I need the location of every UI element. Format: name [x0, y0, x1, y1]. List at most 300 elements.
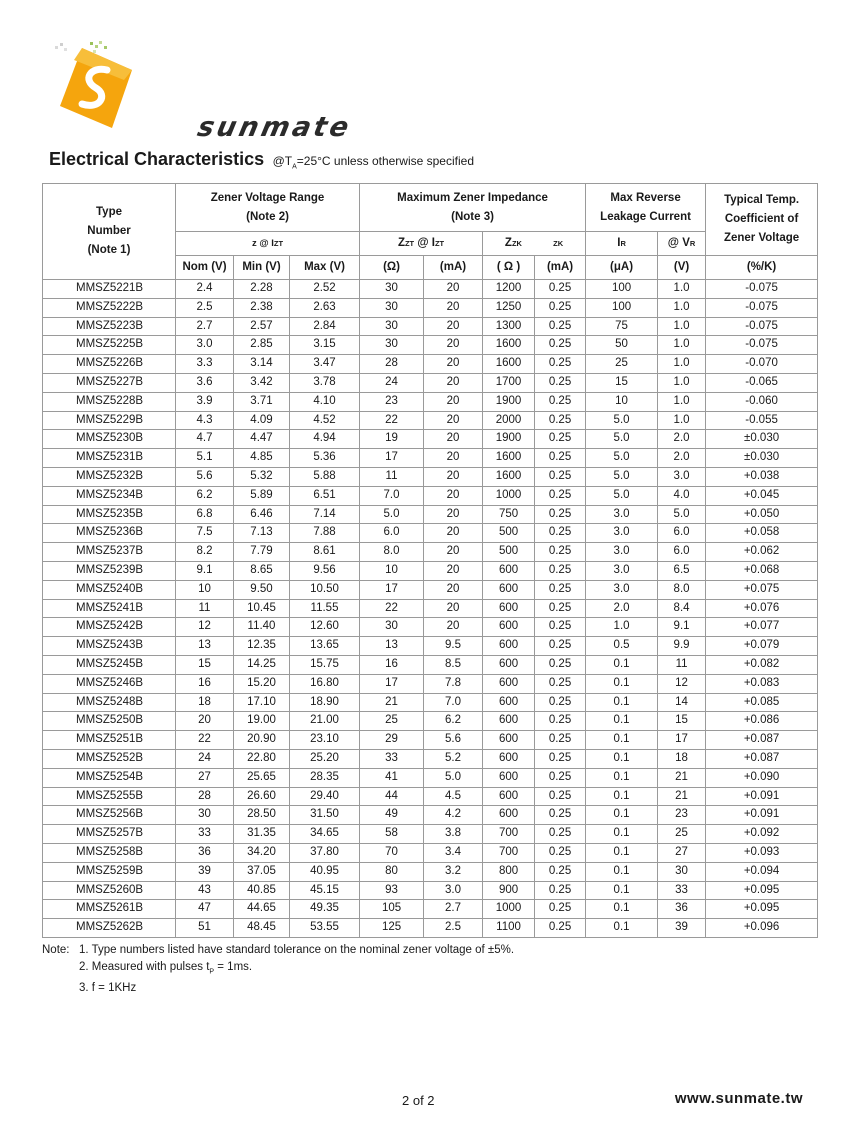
value-cell: 5.89 [234, 486, 290, 505]
value-cell: 22 [176, 731, 234, 750]
table-row [43, 693, 818, 712]
value-cell: 6.51 [290, 486, 360, 505]
value-cell: ±0.030 [706, 430, 818, 449]
value-cell: 5.0 [586, 486, 658, 505]
value-cell: 900 [483, 881, 535, 900]
table-row [43, 881, 818, 900]
title-condition: $@T_A=25^\circ C$ unless otherwise specified [272, 154, 474, 171]
value-cell: 4.47 [234, 430, 290, 449]
value-cell: 30 [360, 280, 424, 299]
value-cell: 3.0 [586, 543, 658, 562]
value-cell: 8.4 [658, 599, 706, 618]
value-cell: 16 [360, 655, 424, 674]
value-cell: +0.096 [706, 919, 818, 938]
value-cell: 5.88 [290, 467, 360, 486]
value-cell: 0.25 [535, 655, 586, 674]
value-cell: 0.25 [535, 486, 586, 505]
notes-label: Note: [42, 944, 70, 956]
brand-wordmark: sunmate [194, 112, 355, 143]
value-cell: 8.0 [360, 543, 424, 562]
type-number-cell: MMSZ5232B [43, 467, 176, 486]
type-number-cell: MMSZ5221B [43, 280, 176, 299]
type-number-cell: MMSZ5243B [43, 637, 176, 656]
value-cell: 0.25 [535, 674, 586, 693]
value-cell: 0.25 [535, 524, 586, 543]
value-cell: 31.50 [290, 806, 360, 825]
table-row [43, 787, 818, 806]
value-cell: 6.0 [360, 524, 424, 543]
value-cell: 0.1 [586, 862, 658, 881]
value-cell: -0.070 [706, 355, 818, 374]
value-cell: 600 [483, 580, 535, 599]
value-cell: +0.075 [706, 580, 818, 599]
value-cell: +0.092 [706, 825, 818, 844]
value-cell: 0.25 [535, 843, 586, 862]
value-cell: 25 [586, 355, 658, 374]
value-cell: 24 [176, 749, 234, 768]
header-max-reverse-leakage: Max Reverse Leakage Current [586, 184, 706, 232]
value-cell: 9.56 [290, 561, 360, 580]
unit-header: (Ω) [360, 256, 424, 280]
value-cell: 9.5 [424, 637, 483, 656]
note-2: 2. Measured with pulses $t_P = 1ms$. [79, 961, 253, 976]
value-cell: 600 [483, 693, 535, 712]
value-cell: -0.075 [706, 280, 818, 299]
value-cell: 3.71 [234, 392, 290, 411]
value-cell: +0.094 [706, 862, 818, 881]
value-cell: 600 [483, 599, 535, 618]
header-temp-coefficient: Typical Temp. Coefficient of Zener Voltage [706, 184, 818, 256]
value-cell: 11 [360, 467, 424, 486]
table-row [43, 618, 818, 637]
value-cell: 5.0 [360, 505, 424, 524]
table-row [43, 900, 818, 919]
table-row [43, 806, 818, 825]
type-number-cell: MMSZ5225B [43, 336, 176, 355]
table-row [43, 430, 818, 449]
value-cell: 3.15 [290, 336, 360, 355]
value-cell: 1250 [483, 298, 535, 317]
value-cell: 17 [360, 674, 424, 693]
value-cell: 3.0 [176, 336, 234, 355]
value-cell: 4.0 [658, 486, 706, 505]
value-cell: 7.0 [360, 486, 424, 505]
type-number-cell: MMSZ5230B [43, 430, 176, 449]
value-cell: 7.13 [234, 524, 290, 543]
value-cell: 1900 [483, 430, 535, 449]
value-cell: 3.47 [290, 355, 360, 374]
value-cell: 20 [424, 373, 483, 392]
value-cell: 750 [483, 505, 535, 524]
value-cell: 21 [658, 787, 706, 806]
table-row [43, 768, 818, 787]
value-cell: 5.6 [176, 467, 234, 486]
value-cell: +0.085 [706, 693, 818, 712]
value-cell: 8.2 [176, 543, 234, 562]
value-cell: 7.88 [290, 524, 360, 543]
title-main: Electrical Characteristics [49, 149, 265, 169]
type-number-cell: MMSZ5241B [43, 599, 176, 618]
value-cell: 4.3 [176, 411, 234, 430]
value-cell: 9.50 [234, 580, 290, 599]
value-cell: 1300 [483, 317, 535, 336]
unit-header: Max (V) [290, 256, 360, 280]
value-cell: +0.083 [706, 674, 818, 693]
value-cell: 30 [360, 317, 424, 336]
value-cell: 29 [360, 731, 424, 750]
type-number-cell: MMSZ5250B [43, 712, 176, 731]
value-cell: 1.0 [658, 355, 706, 374]
value-cell: 21 [360, 693, 424, 712]
value-cell: 34.20 [234, 843, 290, 862]
value-cell: 13 [360, 637, 424, 656]
table-row [43, 862, 818, 881]
value-cell: 20 [424, 317, 483, 336]
table-row [43, 599, 818, 618]
value-cell: 1600 [483, 467, 535, 486]
value-cell: 3.0 [586, 580, 658, 599]
value-cell: 0.25 [535, 731, 586, 750]
value-cell: 2.85 [234, 336, 290, 355]
value-cell: 0.1 [586, 655, 658, 674]
value-cell: 10 [360, 561, 424, 580]
table-row [43, 449, 818, 468]
value-cell: 2.0 [658, 449, 706, 468]
value-cell: 6.2 [424, 712, 483, 731]
value-cell: 20 [424, 580, 483, 599]
value-cell: 0.1 [586, 881, 658, 900]
value-cell: 5.6 [424, 731, 483, 750]
type-number-cell: MMSZ5235B [43, 505, 176, 524]
value-cell: +0.077 [706, 618, 818, 637]
value-cell: 30 [360, 336, 424, 355]
table-row [43, 674, 818, 693]
value-cell: 9.9 [658, 637, 706, 656]
value-cell: 0.25 [535, 919, 586, 938]
value-cell: 43 [176, 881, 234, 900]
value-cell: 5.0 [586, 430, 658, 449]
value-cell: 1.0 [658, 317, 706, 336]
electrical-characteristics-table [42, 183, 818, 938]
value-cell: 2.38 [234, 298, 290, 317]
value-cell: 20 [424, 280, 483, 299]
table-row [43, 712, 818, 731]
value-cell: 3.78 [290, 373, 360, 392]
value-cell: 1000 [483, 900, 535, 919]
table-row [43, 580, 818, 599]
value-cell: 0.25 [535, 862, 586, 881]
value-cell: 11 [658, 655, 706, 674]
value-cell: -0.075 [706, 336, 818, 355]
value-cell: 20 [424, 505, 483, 524]
value-cell: 2.4 [176, 280, 234, 299]
value-cell: 49 [360, 806, 424, 825]
value-cell: 1.0 [658, 373, 706, 392]
type-number-cell: MMSZ5255B [43, 787, 176, 806]
value-cell: 0.25 [535, 749, 586, 768]
value-cell: 3.4 [424, 843, 483, 862]
value-cell: 6.8 [176, 505, 234, 524]
value-cell: 0.25 [535, 430, 586, 449]
value-cell: 20 [424, 411, 483, 430]
value-cell: 28 [360, 355, 424, 374]
value-cell: 30 [360, 618, 424, 637]
value-cell: 0.1 [586, 919, 658, 938]
value-cell: 37.80 [290, 843, 360, 862]
value-cell: +0.038 [706, 467, 818, 486]
table-row [43, 505, 818, 524]
value-cell: 20 [424, 486, 483, 505]
value-cell: 0.25 [535, 317, 586, 336]
value-cell: 14 [658, 693, 706, 712]
table-row [43, 486, 818, 505]
value-cell: 51 [176, 919, 234, 938]
value-cell: 30 [176, 806, 234, 825]
value-cell: 0.25 [535, 336, 586, 355]
value-cell: 5.0 [586, 411, 658, 430]
value-cell: 80 [360, 862, 424, 881]
value-cell: 20 [424, 467, 483, 486]
table-row [43, 373, 818, 392]
value-cell: 1.0 [658, 298, 706, 317]
value-cell: 33 [658, 881, 706, 900]
value-cell: 3.14 [234, 355, 290, 374]
value-cell: 1600 [483, 336, 535, 355]
value-cell: 6.2 [176, 486, 234, 505]
value-cell: +0.082 [706, 655, 818, 674]
type-number-cell: MMSZ5231B [43, 449, 176, 468]
value-cell: 33 [360, 749, 424, 768]
value-cell: 36 [658, 900, 706, 919]
value-cell: 100 [586, 298, 658, 317]
value-cell: 34.65 [290, 825, 360, 844]
value-cell: +0.091 [706, 787, 818, 806]
value-cell: 0.1 [586, 693, 658, 712]
note-3: 3. f = 1KHz [79, 982, 137, 995]
value-cell: 0.25 [535, 392, 586, 411]
value-cell: 39 [176, 862, 234, 881]
value-cell: 0.25 [535, 825, 586, 844]
value-cell: 1.0 [658, 411, 706, 430]
value-cell: 2.7 [424, 900, 483, 919]
value-cell: 0.1 [586, 768, 658, 787]
unit-header: (%/K) [706, 256, 818, 280]
value-cell: 47 [176, 900, 234, 919]
value-cell: 105 [360, 900, 424, 919]
value-cell: 33 [176, 825, 234, 844]
header-zzt-at-izt: ZZT @ IZT [360, 232, 483, 256]
type-number-cell: MMSZ5257B [43, 825, 176, 844]
value-cell: 8.61 [290, 543, 360, 562]
value-cell: 0.25 [535, 543, 586, 562]
value-cell: 4.85 [234, 449, 290, 468]
value-cell: 27 [176, 768, 234, 787]
value-cell: 2.7 [176, 317, 234, 336]
value-cell: +0.087 [706, 749, 818, 768]
logo-mark-icon [52, 40, 152, 132]
value-cell: 5.0 [424, 768, 483, 787]
value-cell: 19 [360, 430, 424, 449]
value-cell: 5.0 [586, 449, 658, 468]
value-cell: 75 [586, 317, 658, 336]
type-number-cell: MMSZ5227B [43, 373, 176, 392]
value-cell: 9.1 [658, 618, 706, 637]
value-cell: 31.35 [234, 825, 290, 844]
value-cell: 600 [483, 731, 535, 750]
value-cell: 58 [360, 825, 424, 844]
value-cell: +0.086 [706, 712, 818, 731]
value-cell: 0.25 [535, 298, 586, 317]
notes-section [42, 942, 514, 997]
value-cell: 2.84 [290, 317, 360, 336]
value-cell: 17 [658, 731, 706, 750]
value-cell: -0.065 [706, 373, 818, 392]
value-cell: 4.94 [290, 430, 360, 449]
type-number-cell: MMSZ5222B [43, 298, 176, 317]
value-cell: 1.0 [586, 618, 658, 637]
value-cell: 3.0 [658, 467, 706, 486]
value-cell: +0.091 [706, 806, 818, 825]
value-cell: 25.20 [290, 749, 360, 768]
value-cell: +0.068 [706, 561, 818, 580]
value-cell: 600 [483, 655, 535, 674]
website-link[interactable]: www.sunmate.tw [674, 1090, 803, 1107]
value-cell: 0.25 [535, 561, 586, 580]
value-cell: 27 [658, 843, 706, 862]
value-cell: 10.45 [234, 599, 290, 618]
value-cell: 600 [483, 806, 535, 825]
value-cell: 4.7 [176, 430, 234, 449]
value-cell: 0.25 [535, 280, 586, 299]
value-cell: 7.79 [234, 543, 290, 562]
value-cell: 50 [586, 336, 658, 355]
type-number-cell: MMSZ5240B [43, 580, 176, 599]
value-cell: 2.28 [234, 280, 290, 299]
value-cell: 17.10 [234, 693, 290, 712]
value-cell: 9.1 [176, 561, 234, 580]
value-cell: 10.50 [290, 580, 360, 599]
value-cell: 3.3 [176, 355, 234, 374]
value-cell: 1.0 [658, 280, 706, 299]
value-cell: +0.095 [706, 881, 818, 900]
value-cell: 1600 [483, 355, 535, 374]
value-cell: 0.25 [535, 355, 586, 374]
value-cell: 39 [658, 919, 706, 938]
value-cell: 28.35 [290, 768, 360, 787]
value-cell: 13 [176, 637, 234, 656]
value-cell: +0.095 [706, 900, 818, 919]
value-cell: 16 [176, 674, 234, 693]
value-cell: -0.075 [706, 317, 818, 336]
value-cell: 1100 [483, 919, 535, 938]
header-zener-voltage-range: Zener Voltage Range (Note 2) [176, 184, 360, 232]
value-cell: 53.55 [290, 919, 360, 938]
value-cell: 0.25 [535, 467, 586, 486]
value-cell: 3.0 [424, 881, 483, 900]
value-cell: 21 [658, 768, 706, 787]
value-cell: 19.00 [234, 712, 290, 731]
value-cell: 22.80 [234, 749, 290, 768]
value-cell: 1000 [483, 486, 535, 505]
table-row [43, 543, 818, 562]
value-cell: 10 [176, 580, 234, 599]
value-cell: 25.65 [234, 768, 290, 787]
value-cell: 18.90 [290, 693, 360, 712]
header-type: Type Number (Note 1) [43, 184, 176, 280]
value-cell: 6.5 [658, 561, 706, 580]
unit-header: (μA) [586, 256, 658, 280]
table-row [43, 298, 818, 317]
value-cell: 2.0 [586, 599, 658, 618]
value-cell: +0.050 [706, 505, 818, 524]
value-cell: 0.25 [535, 787, 586, 806]
value-cell: 1600 [483, 449, 535, 468]
value-cell: 20 [176, 712, 234, 731]
value-cell: 11 [176, 599, 234, 618]
value-cell: 5.2 [424, 749, 483, 768]
value-cell: 3.0 [586, 561, 658, 580]
value-cell: 70 [360, 843, 424, 862]
value-cell: 0.5 [586, 637, 658, 656]
type-number-cell: MMSZ5260B [43, 881, 176, 900]
value-cell: 28.50 [234, 806, 290, 825]
value-cell: 44 [360, 787, 424, 806]
value-cell: 14.25 [234, 655, 290, 674]
table-body [43, 280, 818, 938]
type-number-cell: MMSZ5228B [43, 392, 176, 411]
value-cell: 8.0 [658, 580, 706, 599]
value-cell: 29.40 [290, 787, 360, 806]
value-cell: 0.1 [586, 712, 658, 731]
type-number-cell: MMSZ5262B [43, 919, 176, 938]
value-cell: 0.25 [535, 900, 586, 919]
value-cell: 12.60 [290, 618, 360, 637]
value-cell: 0.25 [535, 881, 586, 900]
value-cell: 700 [483, 825, 535, 844]
value-cell: 8.5 [424, 655, 483, 674]
value-cell: 23 [658, 806, 706, 825]
page-number: 2 of 2 [402, 1093, 435, 1108]
value-cell: 37.05 [234, 862, 290, 881]
table-row [43, 392, 818, 411]
value-cell: +0.058 [706, 524, 818, 543]
value-cell: 17 [360, 580, 424, 599]
value-cell: 6.0 [658, 524, 706, 543]
value-cell: 12.35 [234, 637, 290, 656]
type-number-cell: MMSZ5254B [43, 768, 176, 787]
value-cell: 600 [483, 561, 535, 580]
value-cell: 5.0 [658, 505, 706, 524]
value-cell: 16.80 [290, 674, 360, 693]
table-row [43, 336, 818, 355]
table-row [43, 919, 818, 938]
value-cell: 26.60 [234, 787, 290, 806]
value-cell: 20 [424, 355, 483, 374]
table-row [43, 561, 818, 580]
value-cell: 13.65 [290, 637, 360, 656]
note-1: 1. Type numbers listed have standard tolerance on the nominal zener voltage of ±5%. [79, 944, 515, 956]
value-cell: 600 [483, 768, 535, 787]
table-row [43, 467, 818, 486]
value-cell: +0.090 [706, 768, 818, 787]
table-row [43, 731, 818, 750]
value-cell: 25 [658, 825, 706, 844]
value-cell: 4.52 [290, 411, 360, 430]
value-cell: 2.63 [290, 298, 360, 317]
value-cell: 600 [483, 618, 535, 637]
value-cell: 11.40 [234, 618, 290, 637]
unit-header: (mA) [535, 256, 586, 280]
